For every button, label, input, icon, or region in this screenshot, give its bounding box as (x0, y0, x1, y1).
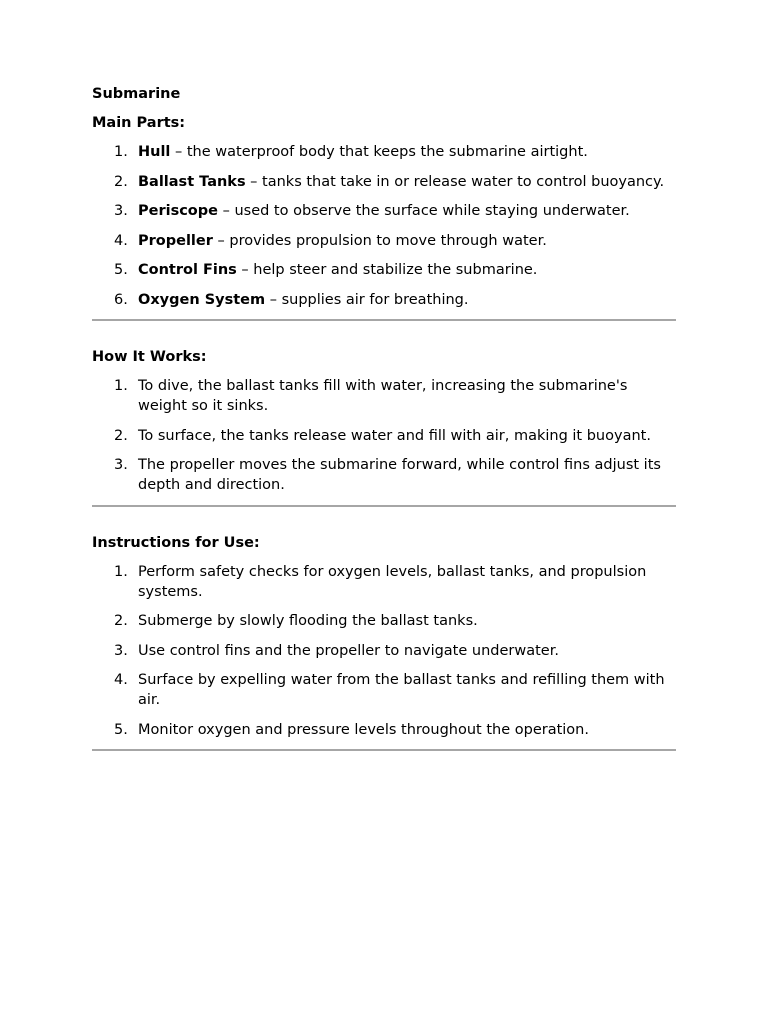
list-item-text: Perform safety checks for oxygen levels, ballast tanks, and propulsion systems. (138, 563, 647, 600)
list-item-text: To surface, the tanks release water and fill with air, making it buoyant. (138, 427, 651, 444)
list-item-text: Submerge by slowly flooding the ballast tanks. (138, 613, 478, 629)
list-item (92, 670, 676, 710)
list-item-term: Propeller (138, 232, 213, 249)
list-item (92, 201, 676, 221)
list-item (92, 641, 676, 661)
list-item (92, 290, 676, 310)
list-item-number: 3. (114, 457, 128, 473)
document-content (92, 84, 676, 751)
list-item (92, 172, 676, 192)
list-item (92, 720, 676, 740)
list-item (92, 426, 676, 446)
list-item-number: 4. (114, 672, 128, 688)
document-title: Submarine (92, 86, 181, 102)
list-item-text: Monitor oxygen and pressure levels throughout the operation. (138, 721, 589, 738)
list-item (92, 260, 676, 280)
list-item-number: 2. (114, 613, 128, 629)
section-heading-instructions: Instructions for Use: (92, 534, 260, 551)
list-item-number: 5. (114, 262, 128, 278)
list-item (92, 455, 676, 495)
list-item-description: – used to observe the surface while staying underwater. (217, 203, 630, 219)
list-item-term: Ballast Tanks (138, 173, 246, 190)
section-divider (92, 505, 676, 507)
section-heading-main-parts: Main Parts: (92, 115, 186, 131)
list-item-term: Hull (138, 144, 171, 160)
how-it-works-list (92, 376, 676, 495)
list-item-number: 1. (114, 378, 128, 394)
list-item-term: Control Fins (138, 262, 237, 278)
list-item-number: 6. (114, 291, 128, 308)
list-item (92, 231, 676, 251)
list-item-number: 3. (114, 642, 128, 659)
list-item-number: 2. (114, 427, 128, 444)
main-parts-list (92, 142, 676, 310)
list-item-number: 5. (114, 721, 128, 738)
section-heading-how-it-works: How It Works: (92, 349, 207, 365)
list-item-number: 2. (114, 173, 128, 190)
list-item-text: To dive, the ballast tanks fill with water, increasing the submarine's weight so it sinks. (138, 378, 628, 414)
list-item (92, 142, 676, 162)
section-divider (92, 319, 676, 321)
list-item-number: 3. (114, 203, 128, 219)
list-item-description: – the waterproof body that keeps the submarine airtight. (170, 144, 588, 160)
list-item-description: – supplies air for breathing. (265, 291, 469, 308)
list-item (92, 376, 676, 416)
list-item-number: 1. (114, 563, 128, 580)
list-item-term: Periscope (138, 203, 218, 219)
list-item-text: Surface by expelling water from the ballast tanks and refilling them with air. (138, 672, 665, 708)
instructions-list (92, 562, 676, 740)
list-item-number: 4. (114, 232, 128, 249)
list-item-text: The propeller moves the submarine forward, while control fins adjust its depth and direction. (138, 457, 661, 493)
section-divider (92, 749, 676, 751)
list-item-text: Use control fins and the propeller to navigate underwater. (138, 642, 559, 659)
list-item (92, 562, 676, 602)
list-item (92, 611, 676, 631)
list-item-description: – tanks that take in or release water to control buoyancy. (245, 173, 665, 190)
list-item-description: – help steer and stabilize the submarine. (236, 262, 538, 278)
list-item-description: – provides propulsion to move through water. (212, 232, 547, 249)
list-item-term: Oxygen System (138, 291, 266, 308)
list-item-number: 1. (114, 144, 128, 160)
